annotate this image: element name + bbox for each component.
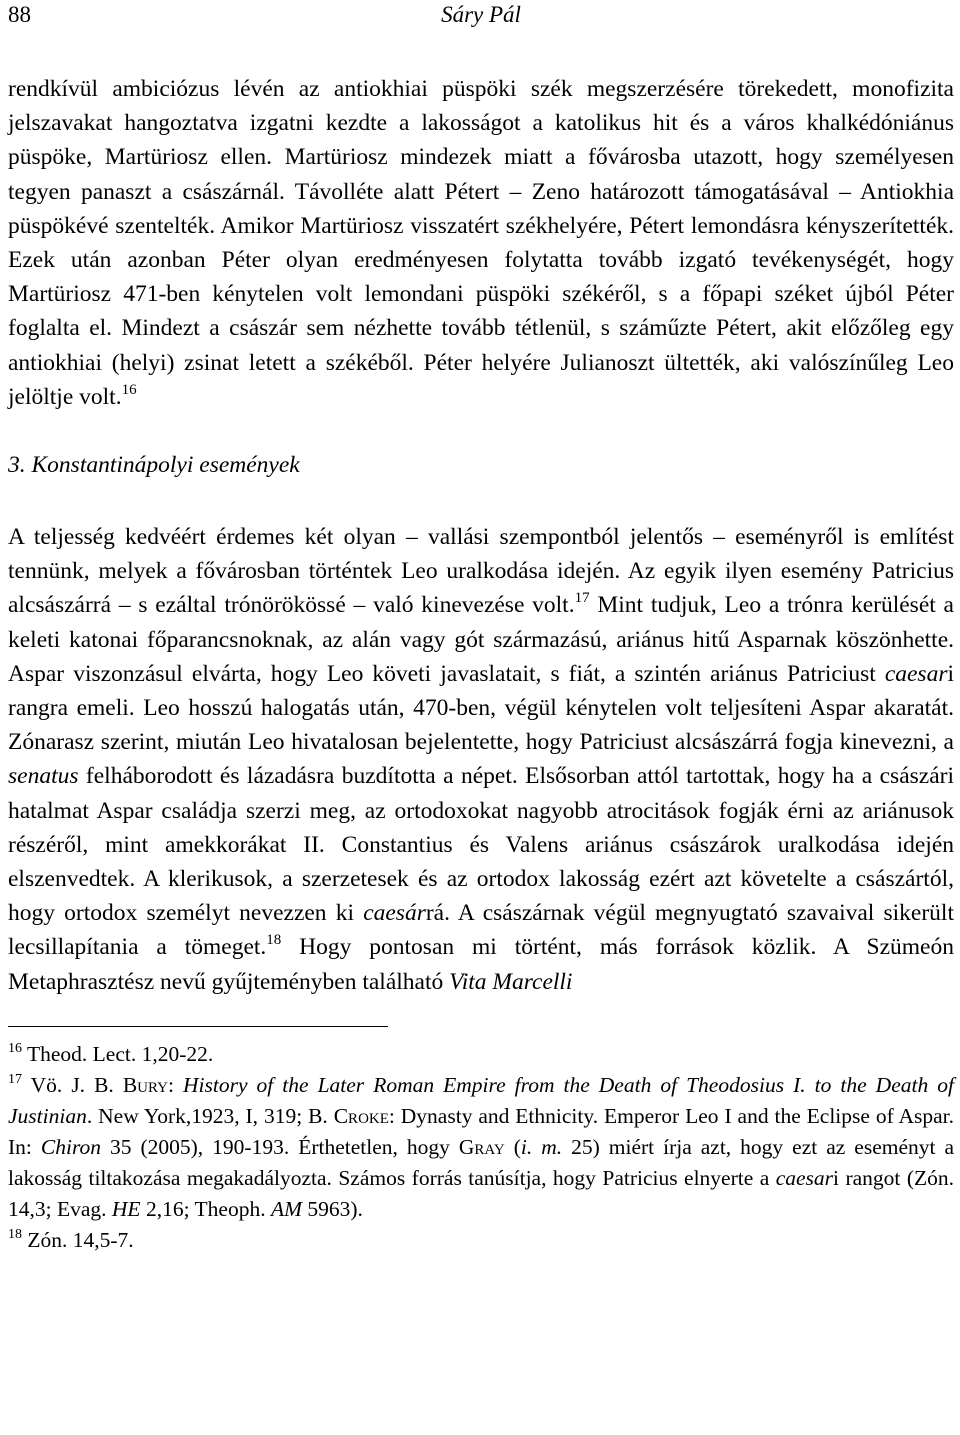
fn17-author-gray: Gray bbox=[458, 1134, 505, 1159]
fn17-part-h: i rangot (Zón. 14,3; Evag. bbox=[8, 1165, 954, 1221]
p2-text-4: felháborodott és lázadásra buzdította a népet. Elsősorban attól tartottak, hogy ha a császári hatalmat Aspar családja szerzi meg, az ortodoxokat nagyobb atrocitások fogják érni az ariánusok részéről, mint amekkorákat II. Constantius és Valens ariánus császárok uralkodása idején elszenvedtek. A klerikusok, a szerzetesek és az ortodox lakosság ezért azt követelte a császártól, hogy ortodox személyt nevezzen ki bbox=[8, 763, 954, 927]
page bbox=[8, 0, 954, 1256]
p2-text-6: Hogy pontosan mi történt, más források közlik. A Szümeón Metaphrasztész nevű gyűjteményben található bbox=[8, 934, 954, 995]
fn17-part-f: ( bbox=[504, 1134, 521, 1159]
footnote-17-number: 17 bbox=[8, 1071, 22, 1087]
footnote-ref-18[interactable]: 18 bbox=[266, 932, 282, 949]
paragraph-2 bbox=[8, 520, 954, 999]
running-head bbox=[8, 0, 954, 36]
page-number: 88 bbox=[8, 2, 31, 27]
main-text bbox=[8, 72, 954, 999]
fn17-part-j: 2,16; Theoph. bbox=[140, 1196, 271, 1221]
footnote-18 bbox=[8, 1225, 954, 1256]
p2-text-5: rá. A császárnak végül megnyugtató szavaival sikerült lecsillapítania a tömeget. bbox=[8, 900, 954, 961]
fn17-title-bury: History of the Later Roman Empire from the Death of Theodosius I. to the Death of Justinian bbox=[8, 1072, 954, 1128]
fn17-part-g: 25) miért írja azt, hogy ezt az eseményt a lakosság tiltakozása megakadályozta. Számos forrás tanúsítja, hogy Patricius elnyerte a bbox=[8, 1134, 955, 1190]
p2-text-1: A teljesség kedvéért érdemes két olyan – vallási szempontból jelentős – eseményről is említést tennünk, melyek a fővárosban történtek Leo uralkodása idején. Az egyik ilyen esemény Patricius alcsászárrá – s ezáltal trónörökössé – való kinevezése volt. bbox=[8, 524, 954, 619]
section-heading: 3. Konstantinápolyi események bbox=[8, 452, 300, 479]
footnote-16 bbox=[8, 1039, 954, 1070]
p2-italic-caesar-2: caesár bbox=[363, 900, 426, 927]
paragraph-1-text: rendkívül ambiciózus lévén az antiokhiai püspöki szék megszerzésére törekedett, monofizita jelszavakat hangoztatva izgatni kezdte a lakosságot a katolikus hit és a város khalkédóniánus püspöke, Martüriosz ellen. Martüriosz mindezek miatt a fővárosba utazott, hogy személyesen tegyen panaszt a császárnál. Távolléte alatt Pétert – Zeno határozott támogatásával – Antiokhia püspökévé szentelték. Amikor Martüriosz visszatért székhelyére, Pétert lemondásra kényszerítették. Ezek után azonban Péter olyan eredményesen folytatta tovább izgató tevékenységét, hogy Martüriosz 471-ben kénytelen volt lemondani püspöki székéről, s a főpapi széket újból Péter foglalta el. Mindezt a császár sem nézhette tovább tétlenül, s száműzte Pétert, akit előzőleg egy antiokhiai (helyi) zsinat letett a székéből. Péter helyére Julianoszt ültették, aki valószínűleg Leo jelöltje volt. bbox=[8, 76, 954, 410]
fn17-italic-am: AM bbox=[270, 1196, 303, 1221]
fn17-part-d: : Dynasty and Ethnicity. Emperor Leo I and the Eclipse of Aspar. In: bbox=[8, 1103, 954, 1159]
fn17-italic-he: HE bbox=[111, 1196, 141, 1221]
paragraph-1 bbox=[8, 72, 954, 414]
fn17-author-croke: Croke bbox=[333, 1103, 389, 1128]
footnote-16-text: Theod. Lect. 1,20-22. bbox=[22, 1041, 214, 1066]
p2-italic-caesar: caesar bbox=[884, 660, 948, 687]
footnote-ref-17[interactable]: 17 bbox=[574, 590, 590, 607]
running-title: Sáry Pál bbox=[441, 2, 521, 27]
footnote-18-number: 18 bbox=[8, 1226, 22, 1242]
footnotes bbox=[8, 1039, 954, 1256]
fn17-part-a: Vö. J. B. bbox=[22, 1072, 123, 1097]
footnote-17 bbox=[8, 1070, 954, 1225]
p2-italic-vita-marcelli: Vita Marcelli bbox=[449, 968, 573, 995]
footnote-16-number: 16 bbox=[8, 1040, 22, 1056]
p2-italic-senatus: senatus bbox=[8, 763, 79, 790]
p2-text-3: i rangra emeli. Leo hosszú halogatás után, 470-ben, végül kénytelen volt teljesíteni Aspar akaratát. Zónarasz szerint, miután Leo hivatalosan bejelentette, hogy Patriciust alcsászárrá fogja kinevezni, a bbox=[8, 660, 954, 756]
footnote-separator bbox=[8, 1026, 388, 1027]
fn17-part-c: . New York,1923, I, 319; B. bbox=[86, 1103, 334, 1128]
footnote-18-text: Zón. 14,5-7. bbox=[22, 1227, 134, 1252]
footnote-ref-16[interactable]: 16 bbox=[121, 381, 137, 398]
p2-text-2: Mint tudjuk, Leo a trónra kerülését a keleti katonai főparancsnoknak, az alán vagy gót származású, ariánus hitű Asparnak köszönhette. Aspar viszonzásul elvárta, hogy Leo követi javaslatait, s fiát, a szintén ariánus Patriciust bbox=[8, 592, 954, 687]
fn17-part-k: 5963). bbox=[302, 1196, 363, 1221]
fn17-ibid: i. m. bbox=[520, 1134, 563, 1159]
fn17-italic-caesar: caesar bbox=[775, 1165, 834, 1190]
fn17-author-bury: Bury bbox=[122, 1072, 169, 1097]
fn17-journal-chiron: Chiron bbox=[40, 1134, 102, 1159]
fn17-part-b: : bbox=[168, 1072, 184, 1097]
fn17-part-e: 35 (2005), 190-193. Érthetetlen, hogy bbox=[101, 1134, 459, 1159]
